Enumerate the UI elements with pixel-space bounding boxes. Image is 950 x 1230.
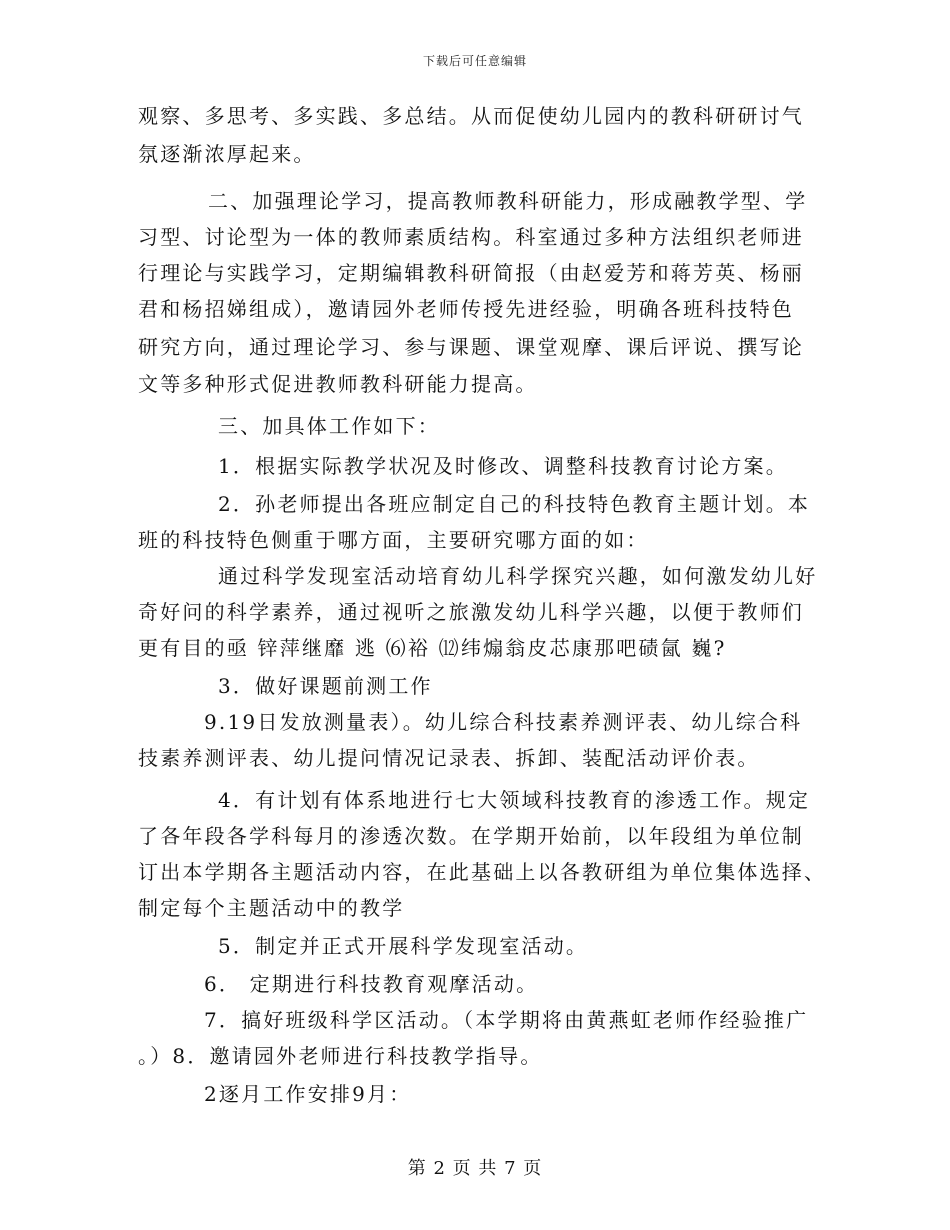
paragraph-line: 文等多种形式促进教师教科研能力提高。 (138, 372, 538, 396)
list-item: 2．孙老师提出各班应制定自己的科技特色教育主题计划。本 (218, 492, 811, 516)
paragraph-line: 9.19日发放测量表）。幼儿综合科技素养测评表、幼儿综合科 (204, 710, 803, 734)
section-heading: 2逐月工作安排9月： (204, 1082, 412, 1106)
paragraph-line: 了各年段各学科每月的渗透次数。在学期开始前，以年段组为单位制 (138, 824, 804, 848)
section-heading: 三、加具体工作如下： (218, 414, 440, 438)
paragraph-line: 制定每个主题活动中的教学 (138, 896, 405, 920)
paragraph-line: 习型、讨论型为一体的教师素质结构。科室通过多种方法组织老师进 (138, 225, 804, 249)
paragraph-line: 行理论与实践学习，定期编辑教科研简报（由赵爱芳和蒋芳英、杨丽 (138, 261, 804, 285)
list-item: 7．搞好班级科学区活动。（本学期将由黄燕虹老师作经验推广 (204, 1008, 809, 1032)
page-number: 第 2 页 共 7 页 (407, 1158, 543, 1179)
list-item: 3．做好课题前测工作 (218, 674, 433, 698)
paragraph-line: 订出本学期各主题活动内容，在此基础上以各教研组为单位集体选择、 (138, 860, 827, 884)
list-item: 5．制定并正式开展科学发现室活动。 (218, 934, 589, 958)
paragraph-line: 氛逐渐浓厚起来。 (138, 142, 316, 166)
paragraph-line: 班的科技特色侧重于哪方面，主要研究哪方面的如： (138, 528, 649, 552)
page-header: 下载后可任意编辑 (422, 54, 527, 68)
list-item: 1．根据实际教学状况及时修改、调整科技教育讨论方案。 (218, 454, 788, 478)
paragraph-line: 通过科学发现室活动培育幼儿科学探究兴趣，如何激发幼儿好 (218, 564, 818, 588)
paragraph-line: 君和杨招娣组成），邀请园外老师传授先进经验，明确各班科技特色 (138, 297, 794, 321)
paragraph-line: 。）8．邀请园外老师进行科技教学指导。 (138, 1044, 543, 1068)
paragraph-line: 观察、多思考、多实践、多总结。从而促使幼儿园内的教科研研讨气 (138, 104, 804, 128)
paragraph-line: 研究方向，通过理论学习、参与课题、课堂观摩、课后评说、撰写论 (138, 335, 804, 359)
paragraph-line: 奇好问的科学素养，通过视听之旅激发幼儿科学兴趣，以便于教师们 (138, 600, 804, 624)
paragraph-line: 更有目的亟 锌萍继靡 逃 ⑹裕 ⑿纬煽翁皮芯康那吧碛氤 巍? (138, 636, 727, 660)
paragraph-line: 二、加强理论学习，提高教师教科研能力，形成融教学型、学 (208, 189, 808, 213)
list-item: 6． 定期进行科技教育观摩活动。 (204, 972, 539, 996)
paragraph-line: 技素养测评表、幼儿提问情况记录表、拆卸、装配活动评价表。 (138, 746, 760, 770)
list-item: 4．有计划有体系地进行七大领域科技教育的渗透工作。规定 (218, 788, 811, 812)
